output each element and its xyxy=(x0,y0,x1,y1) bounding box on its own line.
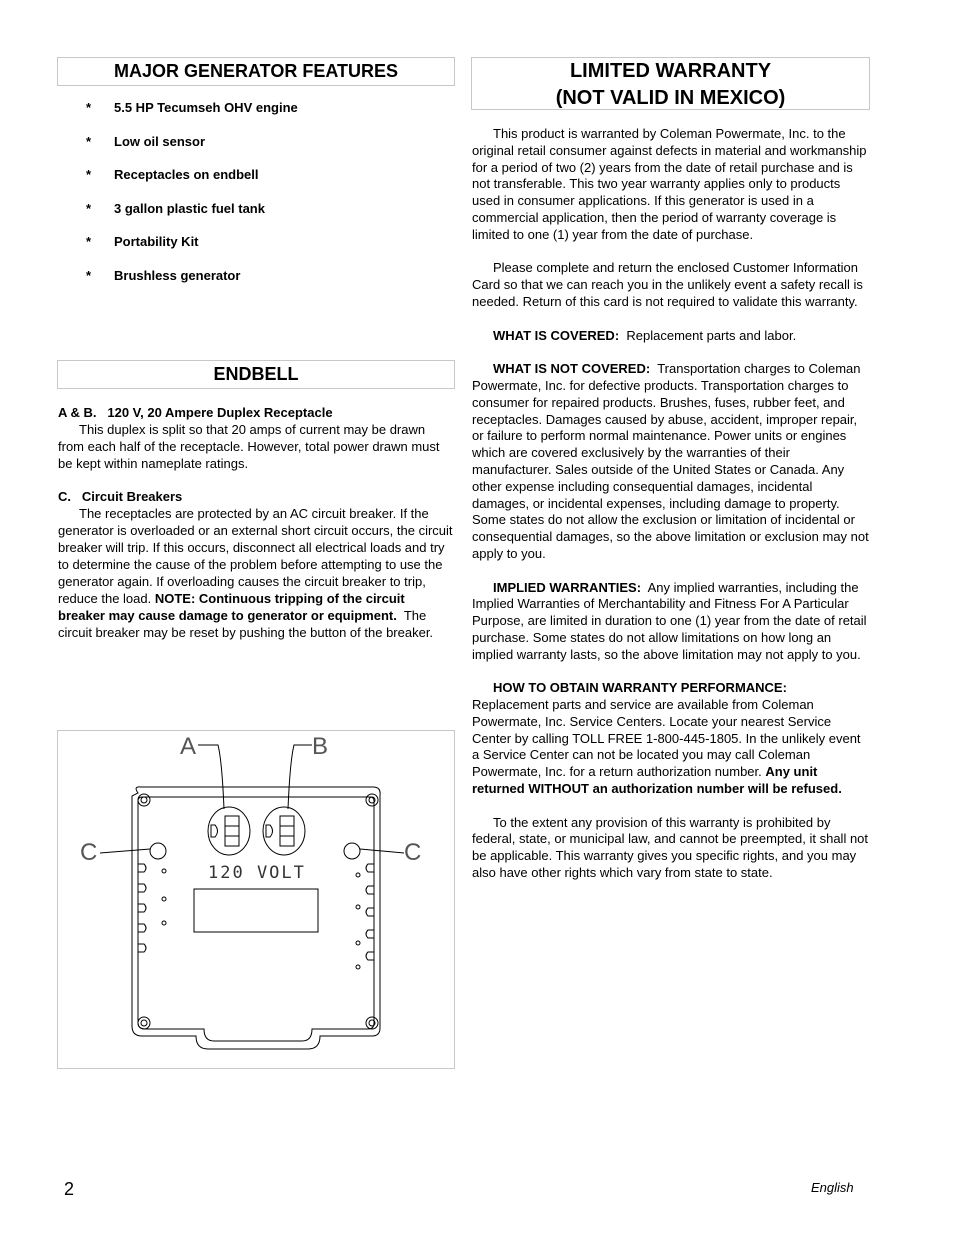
warranty-obtain-text: Replacement parts and service are available from Coleman Powermate, Inc. Service Centers. Locate your nearest Service Center by calling TOLL FREE 1-800-445-1805. In the unlikely event a Service Center can not be located you may call Coleman Powermate, Inc. for a return authorization number. Any unit returned WITHOUT an authorization number will be refused. xyxy=(472,697,861,797)
ab-heading: A & B. 120 V, 20 Ampere Duplex Receptacle xyxy=(58,405,333,420)
endbell-title: ENDBELL xyxy=(213,364,299,384)
endbell-header-box xyxy=(57,360,455,389)
diagram-label-c-right: C xyxy=(404,839,422,866)
c-text: The receptacles are protected by an AC circuit breaker. If the generator is overloaded or an external short circuit occurs, the circuit breaker will trip. If this occurs, disconnect all electrical loads and try to determine the cause of the problem before attempting to use the generator again. If overloading causes the circuit breaker to trip, reduce the load. NOTE: Continuous tripping of the circuit breaker may cause damage to generator or equipment. The circuit breaker may be reset by pushing the button of the breaker. xyxy=(58,506,453,640)
diagram-label-c-left: C xyxy=(80,839,98,866)
receptacle-b xyxy=(263,807,305,855)
endbell-c-section xyxy=(58,488,454,641)
warranty-not-covered: WHAT IS NOT COVERED: Transportation charges to Coleman Powermate, Inc. for defective products. Transportation charges to consumer for repaired products. Brushes, fuses, rubber feet, and receptacles. Damages caused by abuse, accident, improper repair, or failure to perform normal maintenance. Power units or engines which are covered exclusively by the warranties of their manufacturer. Sales outside of the United States or Canada. Any other expense including consequential damages, incidental damages, or incidental expenses, including damage to property. Some states do not allow the exclusion or limitation of incidental or consequential damages, so the above limitation or exclusion may not apply to you. xyxy=(472,361,869,561)
warranty-implied: IMPLIED WARRANTIES: Any implied warranties, including the Implied Warranties of Merchantability and Fitness For A Particular Purpose, are limited in duration to one (1) year from the date of retail purchase. Some states do not allow limitations on how long an implied warranty lasts, so the above limitation may not apply to you. xyxy=(472,579,867,662)
features-title: MAJOR GENERATOR FEATURES xyxy=(113,61,399,81)
c-heading: C. Circuit Breakers xyxy=(58,489,183,504)
warranty-title-line2: (NOT VALID IN MEXICO) xyxy=(555,87,786,109)
warranty-obtain: HOW TO OBTAIN WARRANTY PERFORMANCE: xyxy=(493,680,787,696)
bullet: * xyxy=(86,100,92,115)
circuit-breaker-left xyxy=(150,843,166,859)
endbell-diagram-box xyxy=(57,730,455,1069)
endbell-ab-section xyxy=(58,404,454,472)
bullet: * xyxy=(86,234,92,250)
warranty-header-box xyxy=(471,57,870,110)
leader-c-left xyxy=(100,849,150,853)
circuit-breaker-right xyxy=(344,843,360,859)
side-notches-right xyxy=(366,864,374,960)
warranty-covered: WHAT IS COVERED: Replacement parts and labor. xyxy=(493,327,797,343)
warranty-title-line1: LIMITED WARRANTY xyxy=(569,60,772,82)
leader-c-right xyxy=(360,849,404,853)
warranty-p-last: To the extent any provision of this warranty is prohibited by federal, state, or municipal law, and cannot be preempted, it shall not be applicable. This warranty gives you specific rights, and you may also have other rights which vary from state to state. xyxy=(472,814,869,881)
c-note: NOTE: Continuous tripping of the circuit breaker may cause damage to generator or equipment. xyxy=(58,591,405,623)
diagram-label-a: A xyxy=(180,733,197,760)
receptacle-a xyxy=(208,807,250,855)
bullet: * xyxy=(86,133,92,149)
page-number: 2 xyxy=(64,1179,75,1199)
leader-b xyxy=(288,745,312,809)
bullet: * xyxy=(86,200,92,216)
side-notches-left xyxy=(138,864,146,952)
nameplate-window xyxy=(194,889,318,932)
warranty-p1: This product is warranted by Coleman Powermate, Inc. to the original retail consumer against defects in material and workmanship for a period of two (2) years from the date of retail purchase and is not transferable. This two year warranty applies only to products used in consumer applications. If this generator is used in a commercial application, then the period of warranty coverage is limited to one (1) year from the date of purchase. xyxy=(472,126,867,242)
diagram-label-b: B xyxy=(312,733,329,760)
panel-inner-outline xyxy=(138,797,374,1041)
footer-language: English xyxy=(811,1180,854,1195)
warranty-body xyxy=(472,126,870,882)
features-header-box xyxy=(57,57,455,86)
warranty-p2: Please complete and return the enclosed Customer Information Card so that we can reach you in the unlikely event a safety recall is needed. Return of this card is not required to validate this warranty. xyxy=(472,260,863,309)
bullet: * xyxy=(86,167,92,183)
leader-a xyxy=(198,745,224,809)
diagram-panel-text: 120 VOLT xyxy=(208,863,306,883)
ab-text: This duplex is split so that 20 amps of current may be drawn from each half of the receptacle. However, total power drawn must be kept within nameplate ratings. xyxy=(58,422,440,471)
panel-outline xyxy=(132,787,380,1049)
endbell-diagram xyxy=(58,731,454,1068)
bullet: * xyxy=(86,267,92,283)
